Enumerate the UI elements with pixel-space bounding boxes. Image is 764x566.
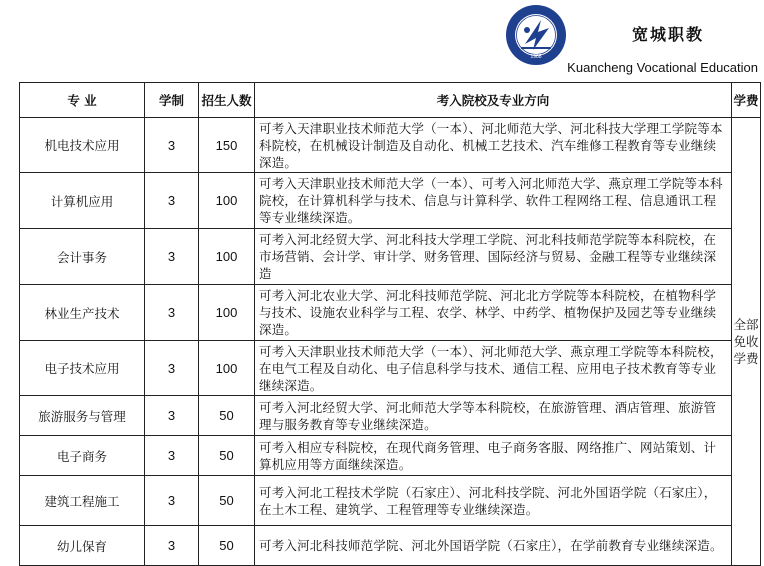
duration-cell: 3	[145, 285, 199, 341]
duration-cell: 3	[145, 118, 199, 173]
direction-cell: 可考入河北经贸大学、河北科技大学理工学院、河北科技师范学院等本科院校，在市场营销、会计学、审计学、财务管理、国际经济与贸易、金融工程等专业继续深造	[255, 229, 732, 285]
table-row	[20, 118, 761, 173]
fee-cell	[732, 118, 761, 566]
duration-cell: 3	[145, 526, 199, 566]
header-duration: 学制	[145, 83, 199, 118]
table-row	[20, 229, 761, 285]
enrollment-table	[19, 82, 761, 566]
duration-cell: 3	[145, 173, 199, 229]
header-direction: 考入院校及专业方向	[255, 83, 732, 118]
table-row	[20, 173, 761, 229]
school-logo	[505, 4, 567, 66]
duration-cell: 3	[145, 476, 199, 526]
table-header-row	[20, 83, 761, 118]
brand-english: Kuancheng Vocational Education	[567, 60, 758, 75]
enrollment-cell: 50	[199, 436, 255, 476]
enrollment-cell: 100	[199, 341, 255, 396]
table-row	[20, 476, 761, 526]
duration-cell: 3	[145, 341, 199, 396]
table-row	[20, 396, 761, 436]
enrollment-cell: 50	[199, 526, 255, 566]
major-cell: 会计事务	[20, 229, 145, 285]
table-row	[20, 285, 761, 341]
major-cell: 林业生产技术	[20, 285, 145, 341]
direction-cell: 可考入天津职业技术师范大学（一本）、河北师范大学、燕京理工学院等本科院校，在电气工程及自动化、电子信息科学与技术、通信工程、应用电子技术教育等专业继续深造。	[255, 341, 732, 396]
direction-cell: 可考入天津职业技术师范大学（一本）、可考入河北师范大学、燕京理工学院等本科院校，在计算机科学与技术、信息与计算科学、软件工程网络工程、信息通讯工程等专业继续深造。	[255, 173, 732, 229]
direction-cell: 可考入天津职业技术师范大学（一本）、河北师范大学、河北科技大学理工学院等本科院校，在机械设计制造及自动化、机械工艺技术、汽车维修工程教育等专业继续深造。	[255, 118, 732, 173]
direction-cell: 可考入河北农业大学、河北科技师范学院、河北北方学院等本科院校，在植物科学与技术、设施农业科学与工程、农学、林学、中药学、植物保护及园艺等专业继续深造。	[255, 285, 732, 341]
direction-cell: 可考入相应专科院校，在现代商务管理、电子商务客服、网络推广、网站策划、计算机应用等方面继续深造。	[255, 436, 732, 476]
direction-cell: 可考入河北经贸大学、河北师范大学等本科院校，在旅游管理、酒店管理、旅游管理与服务教育等专业继续深造。	[255, 396, 732, 436]
duration-cell: 3	[145, 396, 199, 436]
table-row	[20, 436, 761, 476]
duration-cell: 3	[145, 229, 199, 285]
major-cell: 机电技术应用	[20, 118, 145, 173]
major-cell: 幼儿保育	[20, 526, 145, 566]
major-cell: 建筑工程施工	[20, 476, 145, 526]
major-cell: 计算机应用	[20, 173, 145, 229]
duration-cell: 3	[145, 436, 199, 476]
header-fee: 学费	[732, 83, 761, 118]
enrollment-cell: 50	[199, 476, 255, 526]
brand-chinese: 宽城职教	[632, 25, 705, 44]
enrollment-cell: 100	[199, 285, 255, 341]
major-cell: 电子商务	[20, 436, 145, 476]
enrollment-cell: 150	[199, 118, 255, 173]
direction-cell: 可考入河北科技师范学院、河北外国语学院（石家庄），在学前教育专业继续深造。	[255, 526, 732, 566]
enrollment-cell: 100	[199, 229, 255, 285]
fee-note: 全部免收学费	[733, 317, 759, 366]
header-enrollment: 招生人数	[199, 83, 255, 118]
table-row	[20, 341, 761, 396]
enrollment-cell: 100	[199, 173, 255, 229]
header-major: 专 业	[20, 83, 145, 118]
logo-year: 1988	[530, 54, 542, 60]
major-cell: 电子技术应用	[20, 341, 145, 396]
direction-cell: 可考入河北工程技术学院（石家庄）、河北科技学院、河北外国语学院（石家庄），在土木工程、建筑学、工程管理等专业继续深造。	[255, 476, 732, 526]
table-row	[20, 526, 761, 566]
enrollment-cell: 50	[199, 396, 255, 436]
major-cell: 旅游服务与管理	[20, 396, 145, 436]
